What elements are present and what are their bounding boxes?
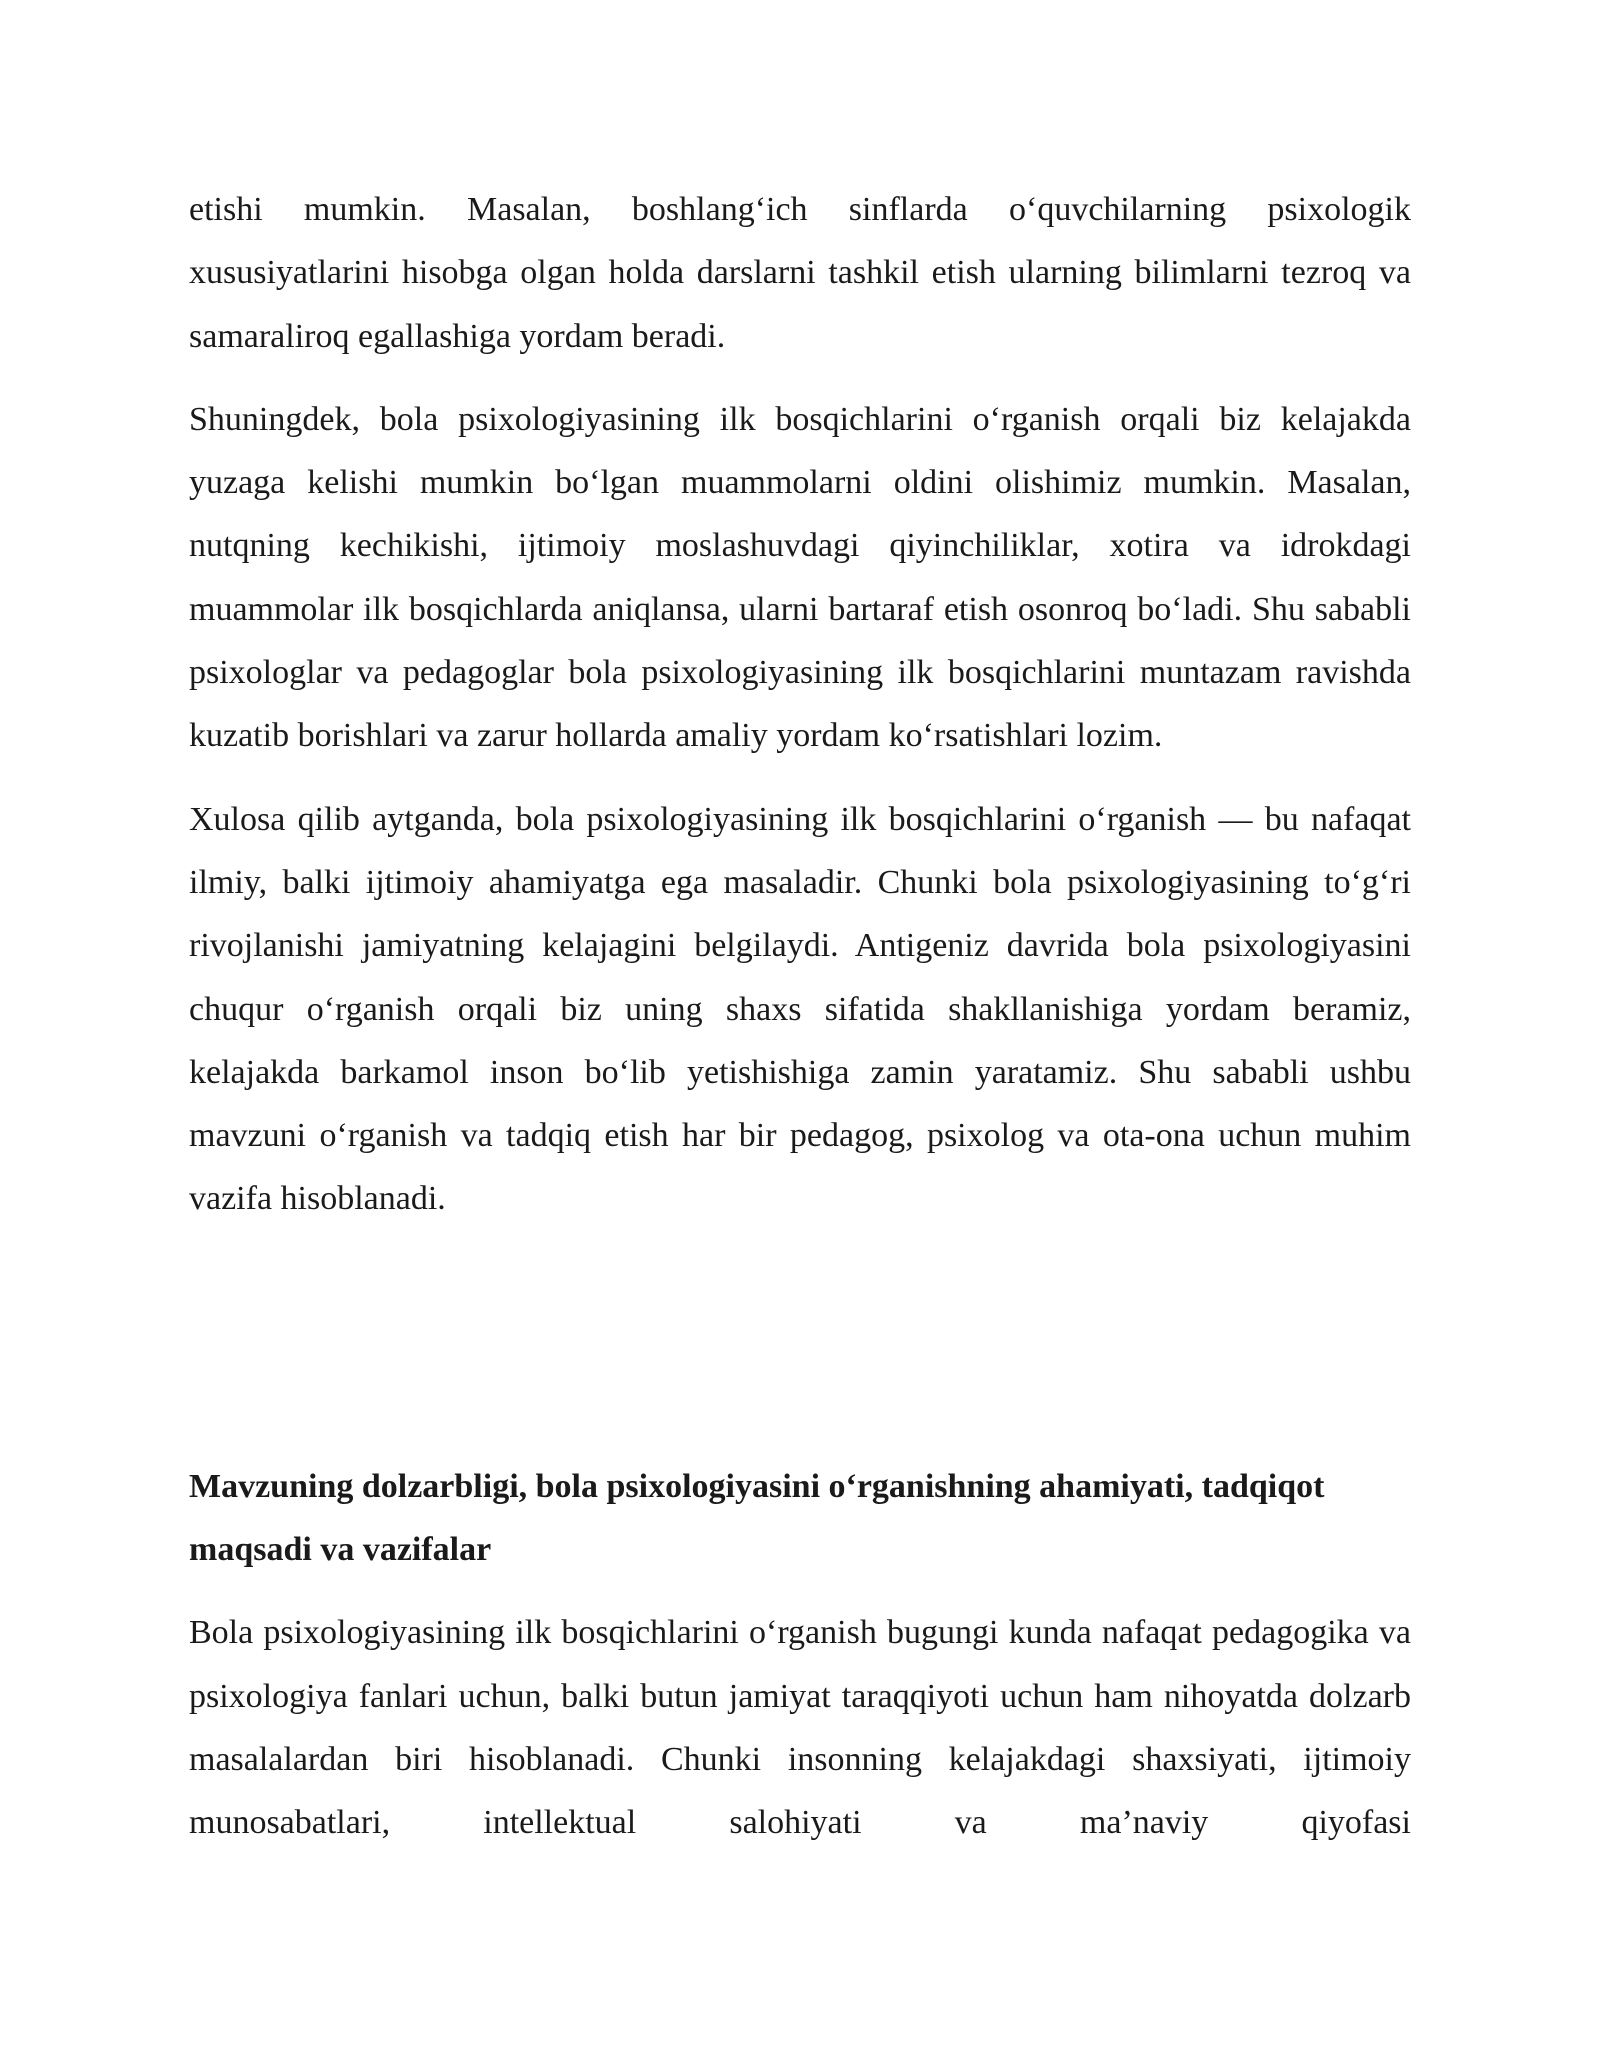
paragraph-continuation: etishi mumkin. Masalan, boshlang‘ich sinflarda o‘quvchilarning psixologik xususiyatlarini hisobga olgan holda darslarni tashkil etish ularning bilimlarni tezroq va samaraliroq egallashiga yordam beradi. bbox=[189, 191, 1411, 355]
paragraph-problems: Shuningdek, bola psixologiyasining ilk bosqichlarini o‘rganish orqali biz kelajakda yuzaga kelishi mumkin bo‘lgan muammolarni oldini olishimiz mumkin. Masalan, nutqning kechikishi, ijtimoiy moslashuvdagi qiyinchiliklar, xotira va idrokdagi muammolar ilk bosqichlarda aniqlansa, ularni bartaraf etish osonroq bo‘ladi. Shu sababli psixologlar va pedagoglar bola psixologiyasining ilk bosqichlarini muntazam ravishda kuzatib borishlari va zarur hollarda amaliy yordam ko‘rsatishlari lozim. bbox=[189, 400, 1411, 755]
document-body bbox=[189, 178, 1411, 1855]
section-heading: Mavzuning dolzarbligi, bola psixologiyasini o‘rganishning ahamiyati, tadqiqot maqsadi va vazifalar bbox=[189, 1467, 1325, 1569]
paragraph-conclusion: Xulosa qilib aytganda, bola psixologiyasining ilk bosqichlarini o‘rganish — bu nafaqat ilmiy, balki ijtimoiy ahamiyatga ega masaladir. Chunki bola psixologiyasining to‘g‘ri rivojlanishi jamiyatning kelajagini belgilaydi. Antigeniz davrida bola psixologiyasini chuqur o‘rganish orqali biz uning shaxs sifatida shakllanishiga yordam beramiz, kelajakda barkamol inson bo‘lib yetishishiga zamin yaratamiz. Shu sababli ushbu mavzuni o‘rganish va tadqiq etish har bir pedagog, psixolog va ota-ona uchun muhim vazifa hisoblanadi. bbox=[189, 800, 1411, 1218]
paragraph-relevance: Bola psixologiyasining ilk bosqichlarini o‘rganish bugungi kunda nafaqat pedagogika va psixologiya fanlari uchun, balki butun jamiyat taraqqiyoti uchun ham nihoyatda dolzarb masalalardan biri hisoblanadi. Chunki insonning kelajakdagi shaxsiyati, ijtimoiy munosabatlari, intellektual salohiyati va ma’naviy qiyofasi bbox=[189, 1614, 1411, 1842]
section-spacer bbox=[189, 1251, 1411, 1455]
